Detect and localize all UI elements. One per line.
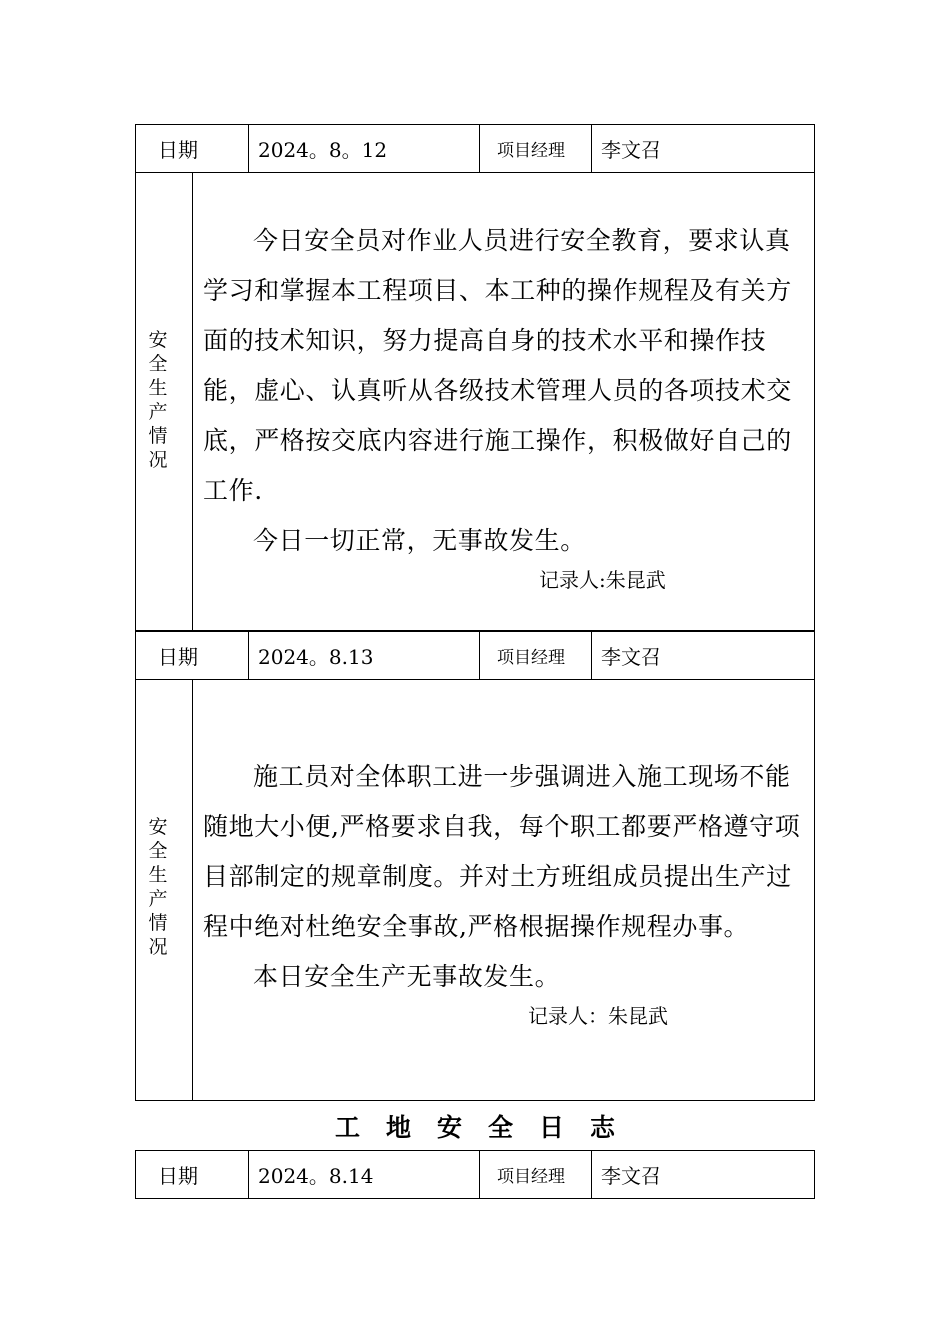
entry-header-row <box>135 124 815 173</box>
entry-header-row <box>135 631 815 680</box>
section-label: 安全生产情况 <box>148 816 168 958</box>
manager-label: 项目经理 <box>480 632 592 679</box>
section-label: 安全生产情况 <box>148 329 168 471</box>
entry-paragraph: 本日安全生产无事故发生。 <box>253 962 561 991</box>
date-label: 日期 <box>136 125 249 172</box>
entry-paragraph: 今日一切正常，无事故发生。 <box>253 526 586 555</box>
section-label-cell <box>136 173 193 630</box>
entry-paragraph: 今日安全员对作业人员进行安全教育，要求认真学习和掌握本工程项目、本工种的操作规程及有关方面的技术知识，努力提高自身的技术水平和操作技能，虚心、认真听从各级技术管理人员的各项技术交底，严格按交底内容进行施工操作，积极做好自己的工作. <box>203 226 792 505</box>
date-value: 2024。8。12 <box>249 125 480 172</box>
date-value: 2024。8.14 <box>249 1151 480 1198</box>
entry-content <box>203 752 808 1002</box>
manager-name: 李文召 <box>601 1164 661 1188</box>
manager-label: 项目经理 <box>480 125 592 172</box>
recorder: 记录人:朱昆武 <box>539 568 666 592</box>
page-title: 工地安全日志 <box>334 1113 641 1142</box>
manager-name: 李文召 <box>601 138 661 162</box>
entry-body-row <box>135 680 815 1101</box>
manager-label: 项目经理 <box>480 1151 592 1198</box>
entry-paragraph: 施工员对全体职工进一步强调进入施工现场不能随地大小便,严格要求自我，每个职工都要严格遵守项目部制定的规章制度。并对土方班组成员提出生产过程中绝对杜绝安全事故,严格根据操作规程办事。 <box>203 762 801 941</box>
date-value: 2024。8.13 <box>249 632 480 679</box>
date-label: 日期 <box>136 1151 249 1198</box>
entry-content <box>203 216 808 566</box>
entry-body-row <box>135 173 815 631</box>
entry-header-row <box>135 1150 815 1199</box>
manager-name: 李文召 <box>601 645 661 669</box>
date-label: 日期 <box>136 632 249 679</box>
section-label-cell <box>136 680 193 1100</box>
recorder: 记录人：朱昆武 <box>528 1004 668 1028</box>
